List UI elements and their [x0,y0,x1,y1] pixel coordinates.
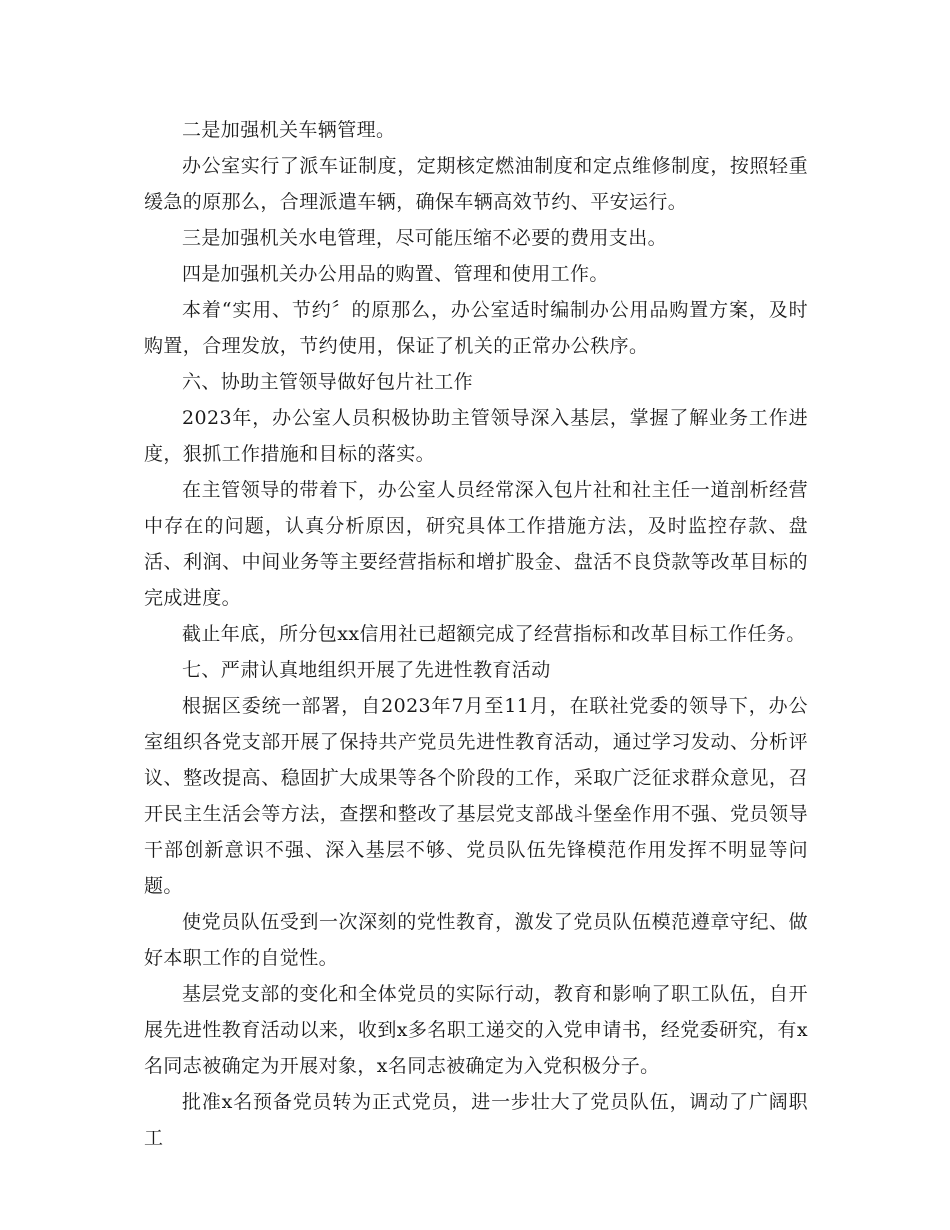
paragraph: 基层党支部的变化和全体党员的实际行动，教育和影响了职工队伍，自开展先进性教育活动以来，收到x多名职工递交的入党申请书，经党委研究，有x名同志被确定为开展对象，x名同志被确定为入党积极分子。 [144,983,808,1077]
paragraph: 四是加强机关办公用品的购置、管理和使用工作。 [182,263,609,285]
paragraph: 三是加强机关水电管理，尽可能压缩不必要的费用支出。 [182,227,668,249]
section-heading: 六、协助主管领导做好包片社工作 [182,371,474,393]
paragraph: 使党员队伍受到一次深刻的党性教育，激发了党员队伍模范遵章守纪、做好本职工作的自觉性。 [144,911,808,969]
section-heading: 七、严肃认真地组织开展了先进性教育活动 [182,659,551,681]
paragraph: 本着“实用、节约〞的原那么，办公室适时编制办公用品购置方案，及时购置，合理发放，节约使用，保证了机关的正常办公秩序。 [144,299,808,357]
paragraph: 在主管领导的带着下，办公室人员经常深入包片社和社主任一道剖析经营中存在的问题，认真分析原因，研究具体工作措施方法，及时监控存款、盘活、利润、中间业务等主要经营指标和增扩股金、盘活不良贷款等改革目标的完成进度。 [144,479,808,609]
paragraph: 根据区委统一部署，自2023年7月至11月，在联社党委的领导下，办公室组织各党支部开展了保持共产党员先进性教育活动，通过学习发动、分析评议、整改提高、稳固扩大成果等各个阶段的工作，采取广泛征求群众意见，召开民主生活会等方法，查摆和整改了基层党支部战斗堡垒作用不强、党员领导干部创新意识不强、深入基层不够、党员队伍先锋模范作用发挥不明显等问题。 [144,695,808,897]
paragraph: 二是加强机关车辆管理。 [182,119,396,141]
paragraph: 批准x名预备党员转为正式党员，进一步壮大了党员队伍，调动了广阔职工 [144,1091,808,1149]
paragraph: 截止年底，所分包xx信用社已超额完成了经营指标和改革目标工作任务。 [182,623,806,645]
paragraph: 办公室实行了派车证制度，定期核定燃油制度和定点维修制度，按照轻重缓急的原那么，合理派遣车辆，确保车辆高效节约、平安运行。 [144,155,808,213]
document-body [144,112,808,1156]
paragraph: 2023年，办公室人员积极协助主管领导深入基层，掌握了解业务工作进度，狠抓工作措施和目标的落实。 [144,407,808,465]
